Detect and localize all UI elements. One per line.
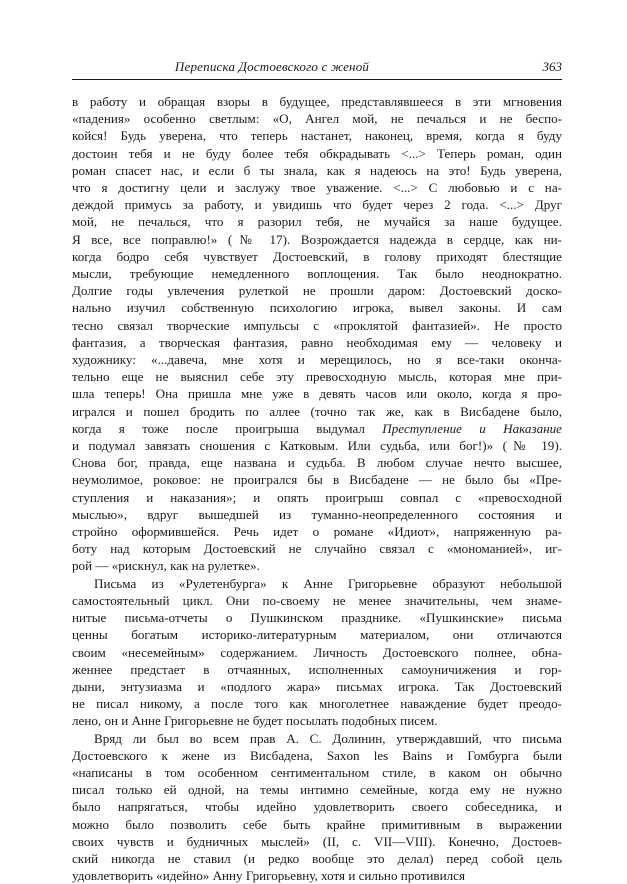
text-line: нитые письма-отчеты о Пушкинском празднике. «Пушкинские» письма: [72, 610, 562, 626]
text-line: Письма из «Рулетенбурга» к Анне Григорьевне образуют небольшой: [94, 575, 562, 591]
header-rule: [72, 79, 562, 80]
text-line: неумолимое, роковое: не проигрался бы в Висбадене — не было бы «Пре-: [72, 472, 562, 488]
text-line: Снова бог, правда, еще названа и судьба. В любом случае нечто высшее,: [72, 455, 562, 471]
text-line: удовлетворить «идейно» Анну Григорьевну, хотя и сильно противился: [72, 868, 465, 884]
text-line: Достоевского к жене из Висбадена, Saxon les Bains и Гомбурга были: [72, 747, 562, 763]
text-line: боту над которым Достоевский не случайно связал с «мономанией», иг-: [72, 541, 562, 557]
text-line: и подумал завязать сношения с Катковым. Или судьба, или бог!)» (№ 19).: [72, 438, 562, 454]
text-line: койся! Будь уверена, что теперь настанет, наконец, время, когда я буду: [72, 128, 562, 144]
body-text: [72, 93, 562, 884]
italic-title: Преступление и Наказание: [382, 420, 562, 436]
text-line: Долгие годы увлечения рулеткой не прошли даром: Достоевский доско-: [72, 283, 562, 299]
text-line: игрался и пошел бродить по аллее (точно так же, как в Висбадене было,: [72, 403, 562, 419]
text-line: ценны богатым историко-литературным материалом, они отличаются: [72, 627, 562, 643]
text-line: фантазия, а творческая фантазия, равно необходимая ему — человеку и: [72, 334, 562, 350]
text-line: стройно оформившейся. Речь идет о романе «Идиот», напряженную ра-: [72, 524, 562, 540]
text-line: достоин тебя и не буду более тебя обкрадывать <...> Теперь роман, один: [72, 145, 562, 161]
text-line: мой, не печалься, что я разорил тебя, не мучайся за наше будущее.: [72, 214, 562, 230]
text-line: «написаны в том особенном сентиментальном стиле, в каком он обычно: [72, 764, 562, 780]
text-line: писал только ей одной, на темы интимно семейные, когда ему не нужно: [72, 782, 562, 798]
text-line: роман спасет нас, и если б ты знала, как я надеюсь на это! Будь уверена,: [72, 162, 562, 178]
text-line: дыни, энтузиазма и «подлого жара» письмах игрока. Так Достоевский: [72, 678, 562, 694]
running-title: Переписка Достоевского с женой: [174, 59, 370, 74]
text-line: художнику: «...давеча, мне хотя и мерещилось, но я все-таки оконча-: [72, 352, 562, 368]
text-line: своим «несемейным» содержанием. Личность Достоевского полнее, обна-: [72, 644, 562, 660]
text-line: ступления и наказания»; и опять проигрыш совпал с «превосходной: [72, 489, 562, 505]
text-line: деждой примусь за работу, и увидишь что будет через 2 года. <...> Друг: [72, 197, 562, 213]
text-line: ский никогда не ставил (и редко вообще это делал) перед собой цель: [72, 850, 562, 866]
text-line: Вряд ли был во всем прав А. С. Долинин, утверждавший, что письма: [94, 730, 562, 746]
text-line: было напрягаться, чтобы идейно удовлетворить своего собеседника, и: [72, 799, 562, 815]
text-line: что я достигну цели и заслужу твое уважение. <...> С любовью и с на-: [72, 180, 562, 196]
text-line: шла теперь! Она пришла мне уже в девять часов или около, когда я про-: [72, 386, 562, 402]
text-line: тельно еще не выяснил себе эту превосходную мысль, которая мне при-: [72, 369, 562, 385]
text-line: в работу и обращая взоры в будущее, представлявшееся в эти мгновения: [72, 94, 562, 109]
text-line: когда я тоже после проигрыша выдумал Преступление и Наказание: [72, 420, 562, 436]
text-line: лено, он и Анне Григорьевне не будет посылать подобных писем.: [72, 713, 438, 729]
text-line: рой — «рискнул, как на рулетке».: [72, 558, 260, 574]
text-line: мыслью», вдруг вышедшей из туманно-неопределенного состояния и: [72, 506, 562, 522]
text-line: «падения» особенно светлым: «О, Ангел мой, не печалься и не беспо-: [72, 111, 562, 127]
text-line: самостоятельный цикл. Они по-своему не менее значительны, чем знаме-: [72, 592, 562, 608]
text-line: своих чувств и будничных мыслей» (II, с. VII—VIII). Конечно, Достоев-: [72, 833, 562, 849]
text-line: можно было позволить себе быть крайне примитивным в выражении: [72, 816, 562, 832]
text-line: Я все, все поправлю!» (№ 17). Возрождается надежда в сердце, как ни-: [72, 231, 562, 247]
paragraph-1: [72, 93, 562, 575]
text-line: когда бодро себя чувствует Достоевский, в голову приходят блестящие: [72, 248, 562, 264]
page-number: 363: [542, 59, 562, 74]
text-line: мысли, требующие немедленного воплощения. Так было неоднократно.: [72, 266, 562, 282]
text-line: нально изучил собственную психологию игрока, вывел законы. И сам: [72, 300, 562, 316]
paragraph-2: [72, 575, 562, 730]
paragraph-3: [72, 730, 562, 884]
text-line: женнее предстает в отчаянных, исполненных самоуничижения и гор-: [72, 661, 562, 677]
text-line: не писал никому, а после того как многолетнее наваждение будет преодо-: [72, 696, 562, 712]
page-header: [72, 55, 562, 81]
text-line: тесно связал творческие импульсы с «проклятой фантазией». Не просто: [72, 317, 562, 333]
